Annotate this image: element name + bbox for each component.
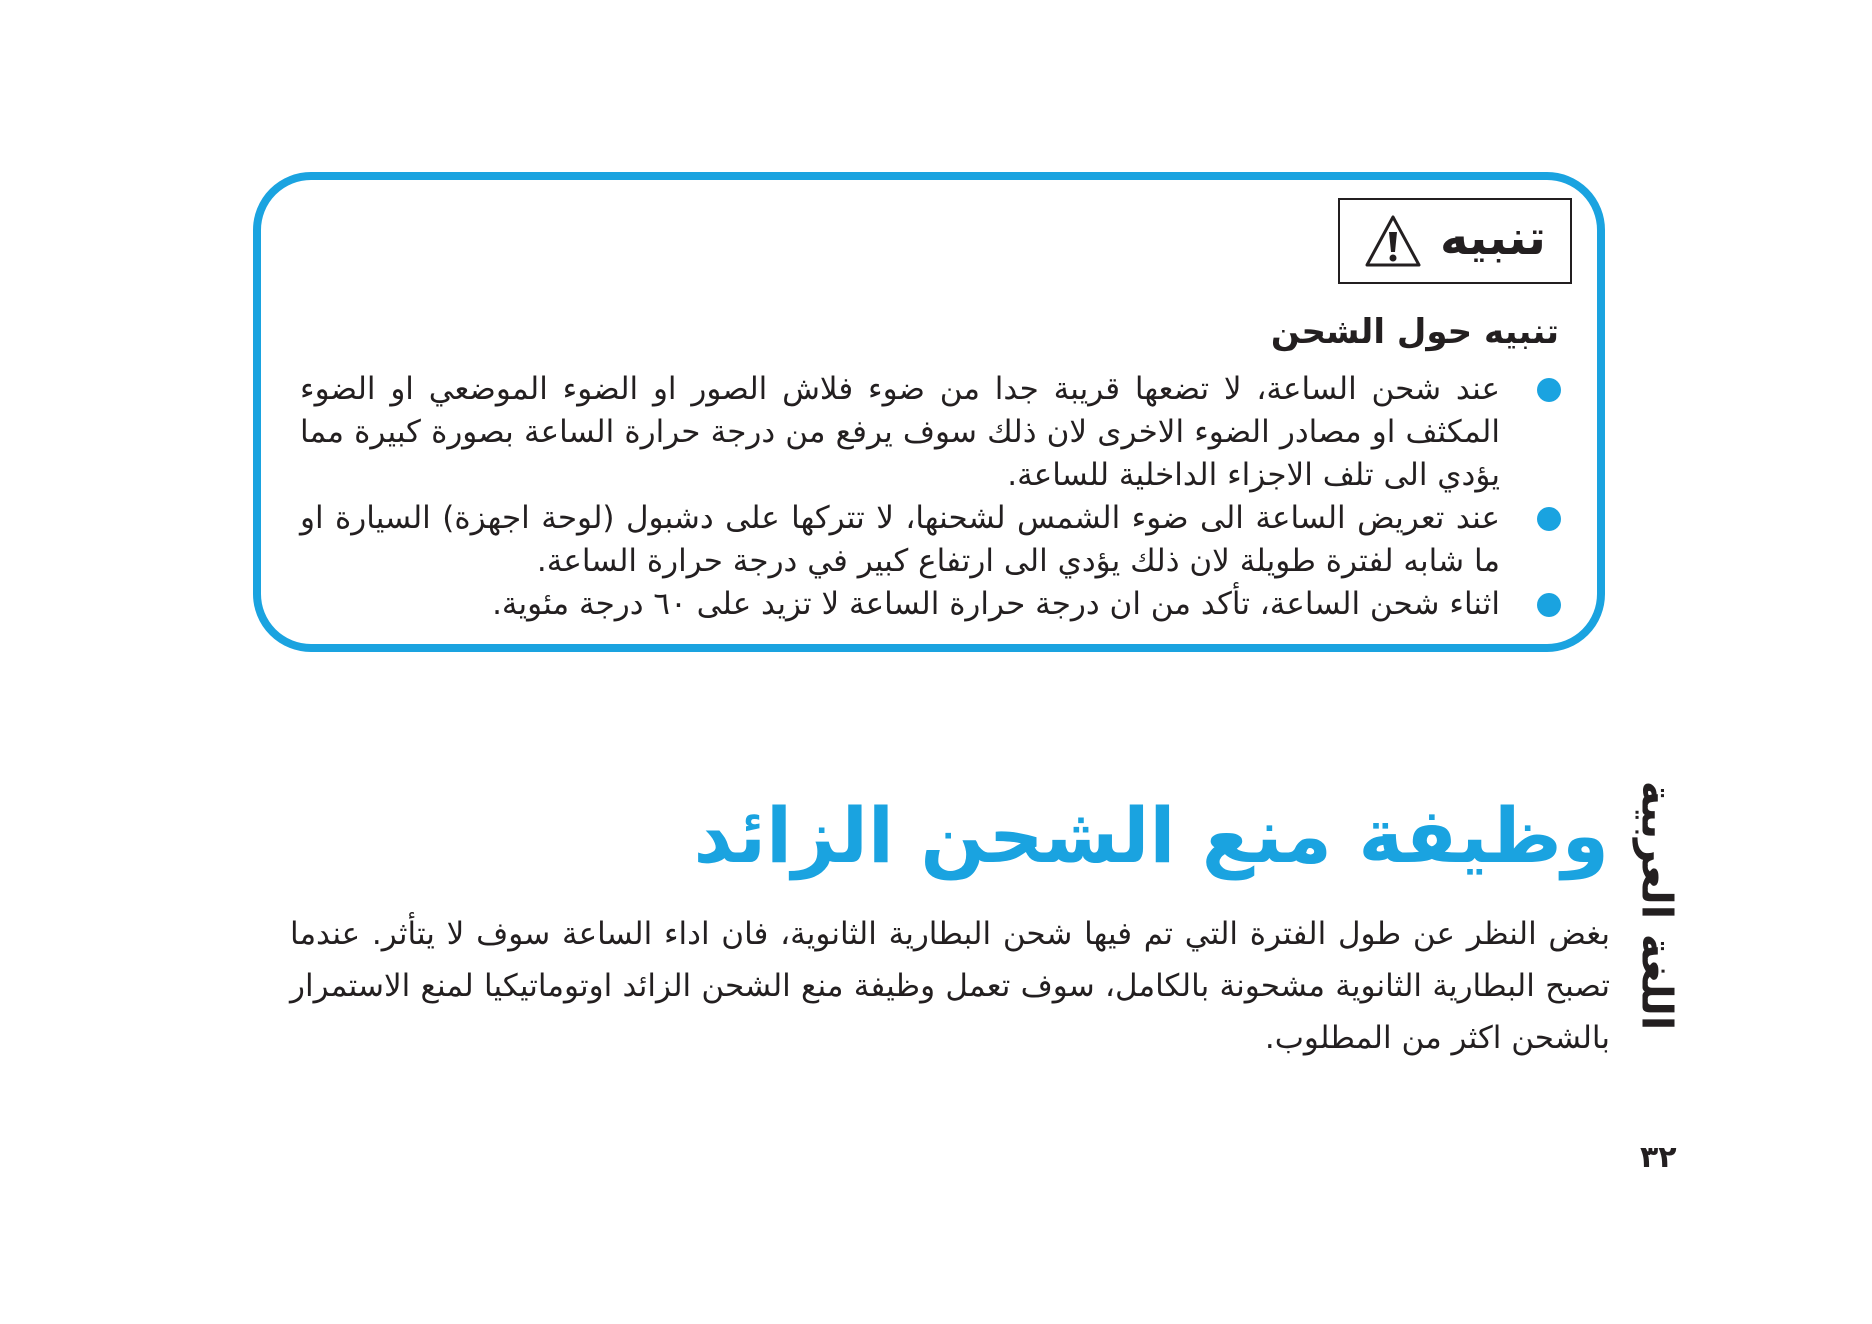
language-label: اللغة العربية	[1632, 780, 1682, 1030]
caution-item-text: اثناء شحن الساعة، تأكد من ان درجة حرارة الساعة لا تزيد على ٦٠ درجة مئوية.	[492, 586, 1500, 622]
caution-item	[300, 583, 1565, 626]
caution-item-text: عند شحن الساعة، لا تضعها قريبة جدا من ضوء فلاش الصور او الضوء الموضعي او الضوء المكثف او مصادر الضوء الاخرى لان ذلك سوف يرفع من درجة حرارة الساعة بصورة كبيرة مما يؤدي الى تلف الاجزاء الداخلية للساعة.	[300, 371, 1500, 493]
caution-list	[300, 368, 1565, 626]
warning-triangle-icon	[1364, 214, 1422, 268]
section-body: بغض النظر عن طول الفترة التي تم فيها شحن البطارية الثانوية، فان اداء الساعة سوف لا يتأثر. عندما تصبح البطارية الثانوية مشحونة بالكامل، سوف تعمل وظيفة منع الشحن الزائد اوتوماتيكيا لمنع الاستمرار بالشحن اكثر من المطلوب.	[290, 916, 1610, 1056]
caution-subheading: تنبيه حول الشحن	[1270, 312, 1559, 352]
page-number: ٣٢	[1640, 1140, 1677, 1175]
caution-header	[1338, 198, 1572, 284]
bullet-dot-icon	[1537, 507, 1561, 531]
caution-item	[300, 368, 1565, 497]
bullet-dot-icon	[1537, 378, 1561, 402]
caution-item-text: عند تعريض الساعة الى ضوء الشمس لشحنها، لا تتركها على دشبول (لوحة اجهزة) السيارة او ما شابه لفترة طويلة لان ذلك يؤدي الى ارتفاع كبير في درجة حرارة الساعة.	[300, 500, 1500, 579]
bullet-dot-icon	[1537, 593, 1561, 617]
caution-item	[300, 497, 1565, 583]
caution-title: تنبيه	[1440, 210, 1546, 266]
language-side-tab	[1622, 780, 1692, 1030]
section-title: وظيفة منع الشحن الزائد	[693, 791, 1609, 880]
